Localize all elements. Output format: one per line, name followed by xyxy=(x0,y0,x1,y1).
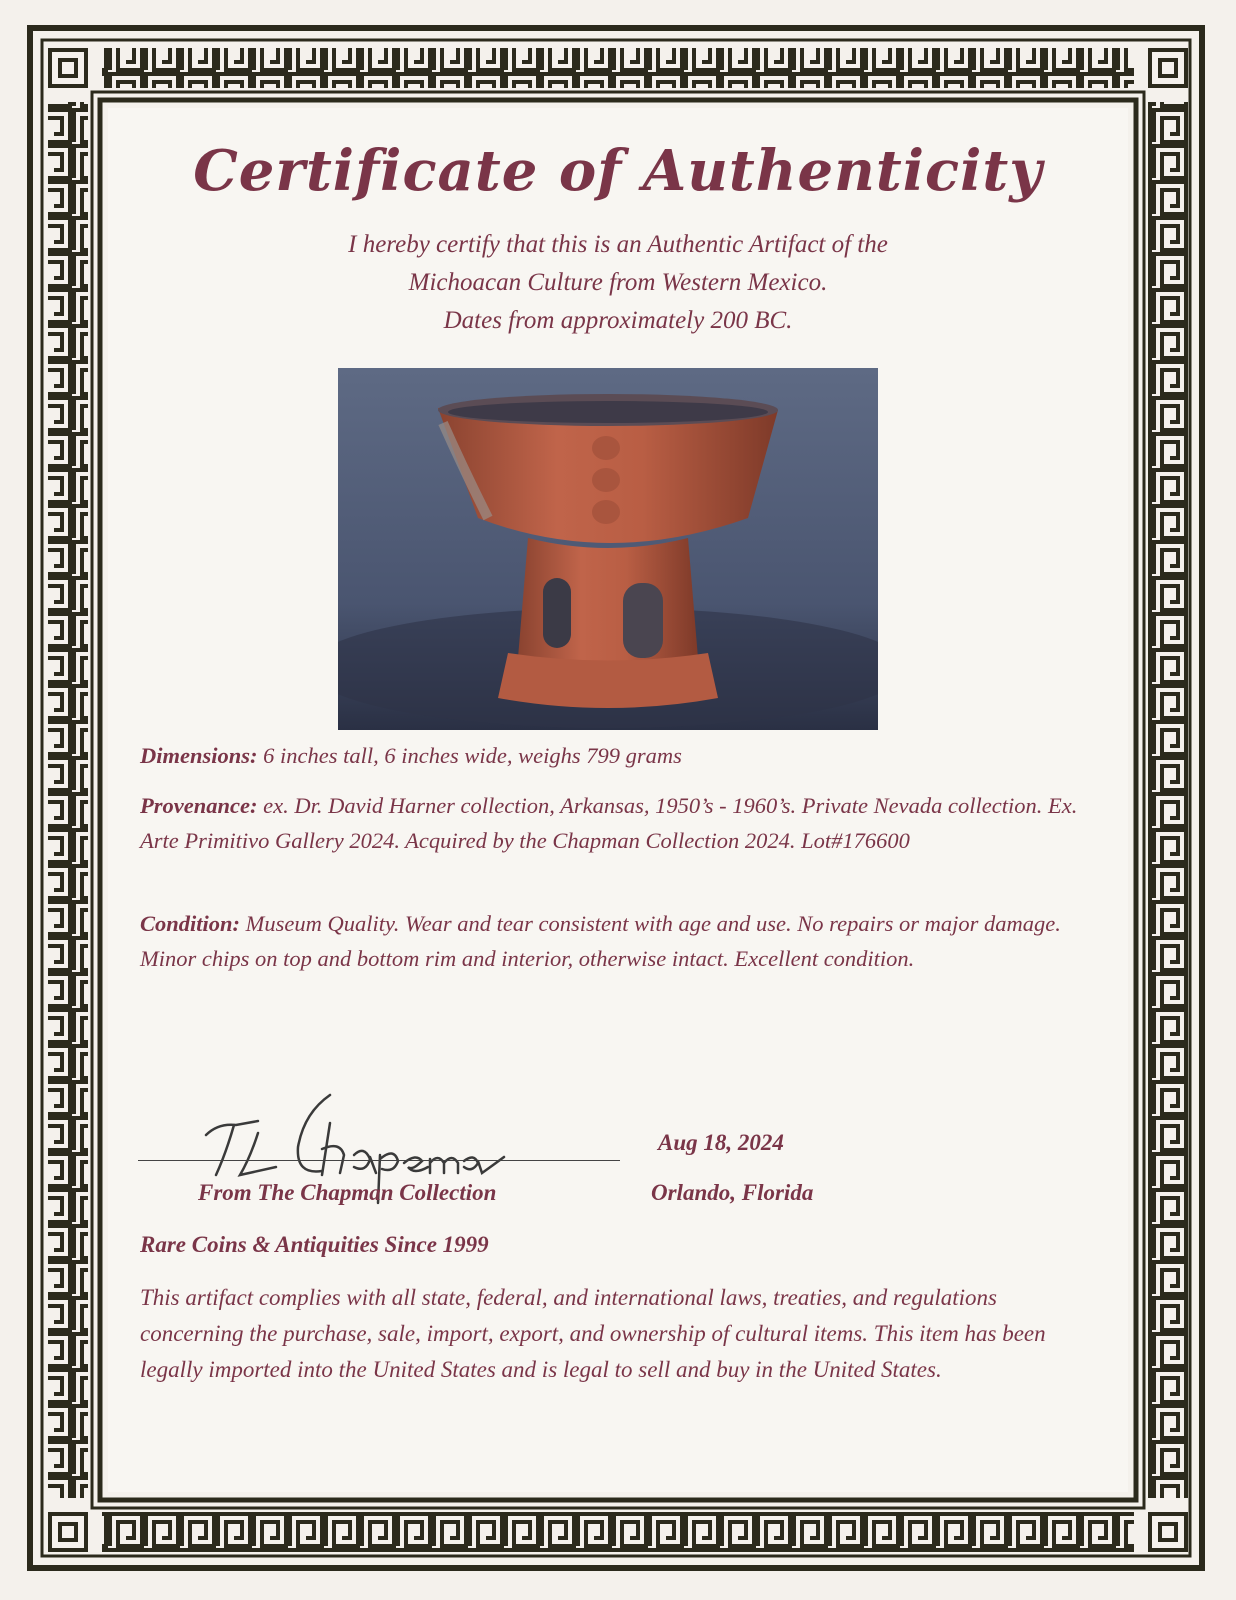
location: Orlando, Florida xyxy=(651,1180,814,1205)
condition-section xyxy=(140,906,1100,976)
condition-text: Museum Quality. Wear and tear consistent with age and use. No repairs or major damage. Minor chips on top and bottom rim and interior, otherwise intact. Excellent condition. xyxy=(140,911,1061,971)
certificate-body xyxy=(108,108,1128,1492)
certificate-title: Certificate of Authenticity xyxy=(193,138,1043,204)
signature-line xyxy=(138,1160,620,1161)
intro-line-1: I hereby certify that this is an Authentic Artifact of the xyxy=(348,231,888,258)
tagline: Rare Coins & Antiquities Since 1999 xyxy=(140,1232,489,1257)
provenance-section xyxy=(140,788,1100,858)
condition-label: Condition: xyxy=(140,911,241,936)
dimensions-section xyxy=(140,738,1100,773)
intro-line-3: Dates from approximately 200 BC. xyxy=(443,307,793,334)
dimensions-label: Dimensions: xyxy=(140,743,258,768)
intro-statement xyxy=(108,226,1128,340)
dimensions-text: 6 inches tall, 6 inches wide, weighs 799 grams xyxy=(257,743,682,768)
intro-line-2: Michoacan Culture from Western Mexico. xyxy=(408,269,828,296)
provenance-text: ex. Dr. David Harner collection, Arkansas, 1950’s - 1960’s. Private Nevada collection. Ex. Arte Primitivo Gallery 2024. Acquired by the Chapman Collection 2024. Lot#176600 xyxy=(140,793,1078,853)
legal-statement: This artifact complies with all state, federal, and international laws, treaties, and regulations concerning the purchase, sale, import, export, and ownership of cultural items. This item has been legally imported into the United States and is legal to sell and buy in the United States. xyxy=(140,1285,1046,1382)
provenance-label: Provenance: xyxy=(140,793,258,818)
artifact-photo xyxy=(338,368,878,730)
collection-name: From The Chapman Collection xyxy=(198,1180,497,1205)
signature-date: Aug 18, 2024 xyxy=(658,1130,784,1155)
